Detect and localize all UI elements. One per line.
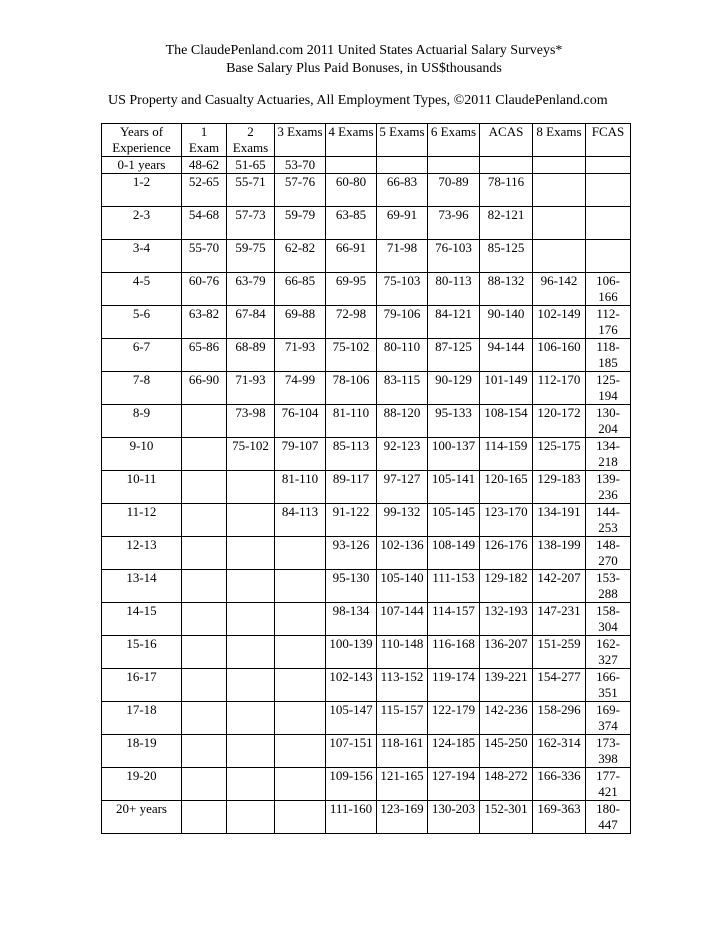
table-cell: 130-203 — [428, 801, 480, 834]
column-header-experience: Years of Experience — [102, 124, 182, 157]
table-cell: 105-140 — [377, 570, 428, 603]
row-label: 8-9 — [102, 405, 182, 438]
table-cell: 57-73 — [227, 207, 275, 240]
table-cell — [586, 157, 631, 174]
table-cell: 100-139 — [326, 636, 377, 669]
table-cell — [227, 702, 275, 735]
table-cell: 96-142 — [533, 273, 586, 306]
table-cell: 127-194 — [428, 768, 480, 801]
table-cell: 153-288 — [586, 570, 631, 603]
table-cell: 69-88 — [275, 306, 326, 339]
table-cell: 71-98 — [377, 240, 428, 273]
table-cell: 115-157 — [377, 702, 428, 735]
column-header-exam-5: 5 Exams — [377, 124, 428, 157]
table-row — [102, 174, 631, 207]
column-header-exam-3: 3 Exams — [275, 124, 326, 157]
table-cell: 116-168 — [428, 636, 480, 669]
table-cell — [182, 768, 227, 801]
table-cell: 125-175 — [533, 438, 586, 471]
table-cell: 88-132 — [480, 273, 533, 306]
table-cell: 72-98 — [326, 306, 377, 339]
table-cell: 111-153 — [428, 570, 480, 603]
table-cell: 114-157 — [428, 603, 480, 636]
table-cell: 139-236 — [586, 471, 631, 504]
table-row — [102, 471, 631, 504]
table-cell: 84-121 — [428, 306, 480, 339]
table-cell: 114-159 — [480, 438, 533, 471]
row-label: 14-15 — [102, 603, 182, 636]
table-cell: 63-79 — [227, 273, 275, 306]
table-cell — [533, 157, 586, 174]
table-cell — [182, 702, 227, 735]
table-cell: 107-151 — [326, 735, 377, 768]
table-cell: 120-165 — [480, 471, 533, 504]
table-row — [102, 504, 631, 537]
table-cell: 134-191 — [533, 504, 586, 537]
table-cell: 63-85 — [326, 207, 377, 240]
column-header-exam-2: 2 Exams — [227, 124, 275, 157]
table-cell: 93-126 — [326, 537, 377, 570]
table-cell: 63-82 — [182, 306, 227, 339]
table-cell: 101-149 — [480, 372, 533, 405]
row-label: 20+ years — [102, 801, 182, 834]
table-cell: 59-75 — [227, 240, 275, 273]
table-cell: 147-231 — [533, 603, 586, 636]
table-cell: 130-204 — [586, 405, 631, 438]
table-cell: 111-160 — [326, 801, 377, 834]
table-cell: 80-110 — [377, 339, 428, 372]
salary-table-body — [102, 124, 631, 834]
table-cell: 138-199 — [533, 537, 586, 570]
table-cell: 105-147 — [326, 702, 377, 735]
header-row — [102, 124, 631, 157]
table-cell: 142-207 — [533, 570, 586, 603]
table-cell: 78-106 — [326, 372, 377, 405]
row-label: 5-6 — [102, 306, 182, 339]
table-cell: 95-133 — [428, 405, 480, 438]
table-cell — [227, 801, 275, 834]
table-row — [102, 768, 631, 801]
table-cell — [275, 801, 326, 834]
table-cell: 74-99 — [275, 372, 326, 405]
table-cell: 154-277 — [533, 669, 586, 702]
table-cell: 68-89 — [227, 339, 275, 372]
row-label: 6-7 — [102, 339, 182, 372]
table-cell — [275, 537, 326, 570]
table-cell: 112-170 — [533, 372, 586, 405]
table-cell: 90-140 — [480, 306, 533, 339]
table-cell: 108-154 — [480, 405, 533, 438]
row-label: 15-16 — [102, 636, 182, 669]
table-cell: 132-193 — [480, 603, 533, 636]
table-row — [102, 405, 631, 438]
table-row — [102, 339, 631, 372]
table-cell: 123-169 — [377, 801, 428, 834]
table-cell: 105-141 — [428, 471, 480, 504]
table-cell: 54-68 — [182, 207, 227, 240]
table-cell — [275, 636, 326, 669]
table-cell: 136-207 — [480, 636, 533, 669]
table-cell: 73-98 — [227, 405, 275, 438]
table-cell — [586, 240, 631, 273]
table-cell: 55-71 — [227, 174, 275, 207]
table-cell: 162-314 — [533, 735, 586, 768]
table-cell: 144-253 — [586, 504, 631, 537]
table-row — [102, 570, 631, 603]
table-cell: 121-165 — [377, 768, 428, 801]
table-cell: 148-272 — [480, 768, 533, 801]
table-cell: 177-421 — [586, 768, 631, 801]
table-cell: 84-113 — [275, 504, 326, 537]
table-cell: 145-250 — [480, 735, 533, 768]
table-cell: 151-259 — [533, 636, 586, 669]
table-cell — [275, 603, 326, 636]
table-cell — [428, 157, 480, 174]
table-row — [102, 273, 631, 306]
table-cell: 57-76 — [275, 174, 326, 207]
table-cell — [275, 702, 326, 735]
table-cell: 87-125 — [428, 339, 480, 372]
row-label: 10-11 — [102, 471, 182, 504]
table-cell: 120-172 — [533, 405, 586, 438]
table-cell: 60-76 — [182, 273, 227, 306]
row-label: 1-2 — [102, 174, 182, 207]
table-cell: 106-166 — [586, 273, 631, 306]
table-cell — [227, 636, 275, 669]
table-cell: 126-176 — [480, 537, 533, 570]
document-title-line2: Base Salary Plus Paid Bonuses, in US$thousands — [226, 61, 502, 76]
table-cell: 75-102 — [227, 438, 275, 471]
salary-table — [101, 123, 631, 834]
table-cell: 66-90 — [182, 372, 227, 405]
table-cell — [275, 768, 326, 801]
table-cell: 83-115 — [377, 372, 428, 405]
table-cell: 92-123 — [377, 438, 428, 471]
table-cell — [182, 669, 227, 702]
table-cell — [182, 735, 227, 768]
table-cell — [227, 669, 275, 702]
table-cell: 51-65 — [227, 157, 275, 174]
table-cell: 166-336 — [533, 768, 586, 801]
table-cell: 105-145 — [428, 504, 480, 537]
table-cell: 70-89 — [428, 174, 480, 207]
column-header-fcas: FCAS — [586, 124, 631, 157]
table-cell — [227, 504, 275, 537]
table-cell — [182, 438, 227, 471]
table-cell — [227, 537, 275, 570]
row-label: 2-3 — [102, 207, 182, 240]
table-cell — [326, 157, 377, 174]
table-cell: 76-104 — [275, 405, 326, 438]
table-row — [102, 636, 631, 669]
table-cell — [480, 157, 533, 174]
table-cell — [227, 603, 275, 636]
table-cell: 113-152 — [377, 669, 428, 702]
table-cell — [182, 471, 227, 504]
table-cell: 173-398 — [586, 735, 631, 768]
table-subtitle: US Property and Casualty Actuaries, All Employment Types, ©2011 ClaudePenland.com — [108, 93, 608, 108]
table-cell: 100-137 — [428, 438, 480, 471]
table-cell: 122-179 — [428, 702, 480, 735]
table-cell: 99-132 — [377, 504, 428, 537]
table-cell: 158-304 — [586, 603, 631, 636]
row-label: 13-14 — [102, 570, 182, 603]
table-cell: 48-62 — [182, 157, 227, 174]
table-cell: 112-176 — [586, 306, 631, 339]
table-cell — [275, 735, 326, 768]
table-row — [102, 372, 631, 405]
table-cell — [227, 570, 275, 603]
table-cell — [182, 570, 227, 603]
table-row — [102, 735, 631, 768]
table-cell — [377, 157, 428, 174]
row-label: 17-18 — [102, 702, 182, 735]
row-label: 7-8 — [102, 372, 182, 405]
table-cell: 125-194 — [586, 372, 631, 405]
table-cell — [182, 405, 227, 438]
table-cell: 66-85 — [275, 273, 326, 306]
table-cell: 53-70 — [275, 157, 326, 174]
table-cell: 106-160 — [533, 339, 586, 372]
table-cell — [533, 174, 586, 207]
row-label: 11-12 — [102, 504, 182, 537]
table-cell: 158-296 — [533, 702, 586, 735]
table-cell — [227, 471, 275, 504]
table-cell: 80-113 — [428, 273, 480, 306]
table-cell: 166-351 — [586, 669, 631, 702]
row-label: 12-13 — [102, 537, 182, 570]
table-cell: 82-121 — [480, 207, 533, 240]
table-row — [102, 537, 631, 570]
row-label: 18-19 — [102, 735, 182, 768]
table-row — [102, 157, 631, 174]
table-cell: 69-91 — [377, 207, 428, 240]
table-cell: 118-185 — [586, 339, 631, 372]
table-cell: 71-93 — [275, 339, 326, 372]
table-cell: 124-185 — [428, 735, 480, 768]
table-row — [102, 240, 631, 273]
table-cell: 75-102 — [326, 339, 377, 372]
table-cell: 71-93 — [227, 372, 275, 405]
table-cell: 85-113 — [326, 438, 377, 471]
table-cell: 90-129 — [428, 372, 480, 405]
table-cell — [182, 504, 227, 537]
column-header-exam-8: 8 Exams — [533, 124, 586, 157]
table-cell: 65-86 — [182, 339, 227, 372]
row-label: 0-1 years — [102, 157, 182, 174]
table-row — [102, 669, 631, 702]
table-cell: 107-144 — [377, 603, 428, 636]
table-cell: 88-120 — [377, 405, 428, 438]
table-cell: 102-143 — [326, 669, 377, 702]
table-cell: 162-327 — [586, 636, 631, 669]
table-cell: 129-182 — [480, 570, 533, 603]
table-cell: 119-174 — [428, 669, 480, 702]
table-cell: 118-161 — [377, 735, 428, 768]
table-cell: 79-107 — [275, 438, 326, 471]
table-cell: 108-149 — [428, 537, 480, 570]
table-cell: 169-374 — [586, 702, 631, 735]
column-header-exam-1: 1 Exam — [182, 124, 227, 157]
table-cell: 110-148 — [377, 636, 428, 669]
table-row — [102, 438, 631, 471]
table-cell: 67-84 — [227, 306, 275, 339]
table-cell: 66-91 — [326, 240, 377, 273]
table-cell: 142-236 — [480, 702, 533, 735]
column-header-acas: ACAS — [480, 124, 533, 157]
table-cell: 81-110 — [275, 471, 326, 504]
table-cell: 75-103 — [377, 273, 428, 306]
table-row — [102, 306, 631, 339]
table-cell — [227, 735, 275, 768]
table-row — [102, 702, 631, 735]
table-cell: 60-80 — [326, 174, 377, 207]
table-cell: 134-218 — [586, 438, 631, 471]
row-label: 9-10 — [102, 438, 182, 471]
table-row — [102, 207, 631, 240]
row-label: 4-5 — [102, 273, 182, 306]
table-cell: 89-117 — [326, 471, 377, 504]
table-cell: 52-65 — [182, 174, 227, 207]
table-cell: 152-301 — [480, 801, 533, 834]
table-cell — [533, 207, 586, 240]
table-cell: 66-83 — [377, 174, 428, 207]
table-cell: 102-149 — [533, 306, 586, 339]
row-label: 3-4 — [102, 240, 182, 273]
table-cell: 85-125 — [480, 240, 533, 273]
table-cell: 55-70 — [182, 240, 227, 273]
table-cell: 109-156 — [326, 768, 377, 801]
column-header-exam-6: 6 Exams — [428, 124, 480, 157]
table-cell — [533, 240, 586, 273]
document-title: The ClaudePenland.com 2011 United States Actuarial Salary Surveys* — [165, 43, 563, 58]
table-cell — [586, 174, 631, 207]
table-cell: 180-447 — [586, 801, 631, 834]
table-row — [102, 603, 631, 636]
row-label: 19-20 — [102, 768, 182, 801]
table-cell: 139-221 — [480, 669, 533, 702]
table-cell: 148-270 — [586, 537, 631, 570]
table-row — [102, 801, 631, 834]
table-cell: 62-82 — [275, 240, 326, 273]
table-cell: 95-130 — [326, 570, 377, 603]
table-cell: 102-136 — [377, 537, 428, 570]
table-cell — [275, 570, 326, 603]
table-cell: 81-110 — [326, 405, 377, 438]
table-cell: 97-127 — [377, 471, 428, 504]
table-cell: 98-134 — [326, 603, 377, 636]
table-cell — [275, 669, 326, 702]
table-cell — [182, 801, 227, 834]
table-cell — [182, 603, 227, 636]
table-cell: 76-103 — [428, 240, 480, 273]
table-cell — [182, 537, 227, 570]
table-cell: 94-144 — [480, 339, 533, 372]
table-cell: 59-79 — [275, 207, 326, 240]
table-cell — [227, 768, 275, 801]
table-cell: 69-95 — [326, 273, 377, 306]
column-header-exam-4: 4 Exams — [326, 124, 377, 157]
table-cell: 91-122 — [326, 504, 377, 537]
table-cell: 73-96 — [428, 207, 480, 240]
row-label: 16-17 — [102, 669, 182, 702]
table-cell: 78-116 — [480, 174, 533, 207]
table-cell: 79-106 — [377, 306, 428, 339]
table-cell — [586, 207, 631, 240]
table-cell — [182, 636, 227, 669]
table-cell: 129-183 — [533, 471, 586, 504]
table-cell: 169-363 — [533, 801, 586, 834]
table-cell: 123-170 — [480, 504, 533, 537]
